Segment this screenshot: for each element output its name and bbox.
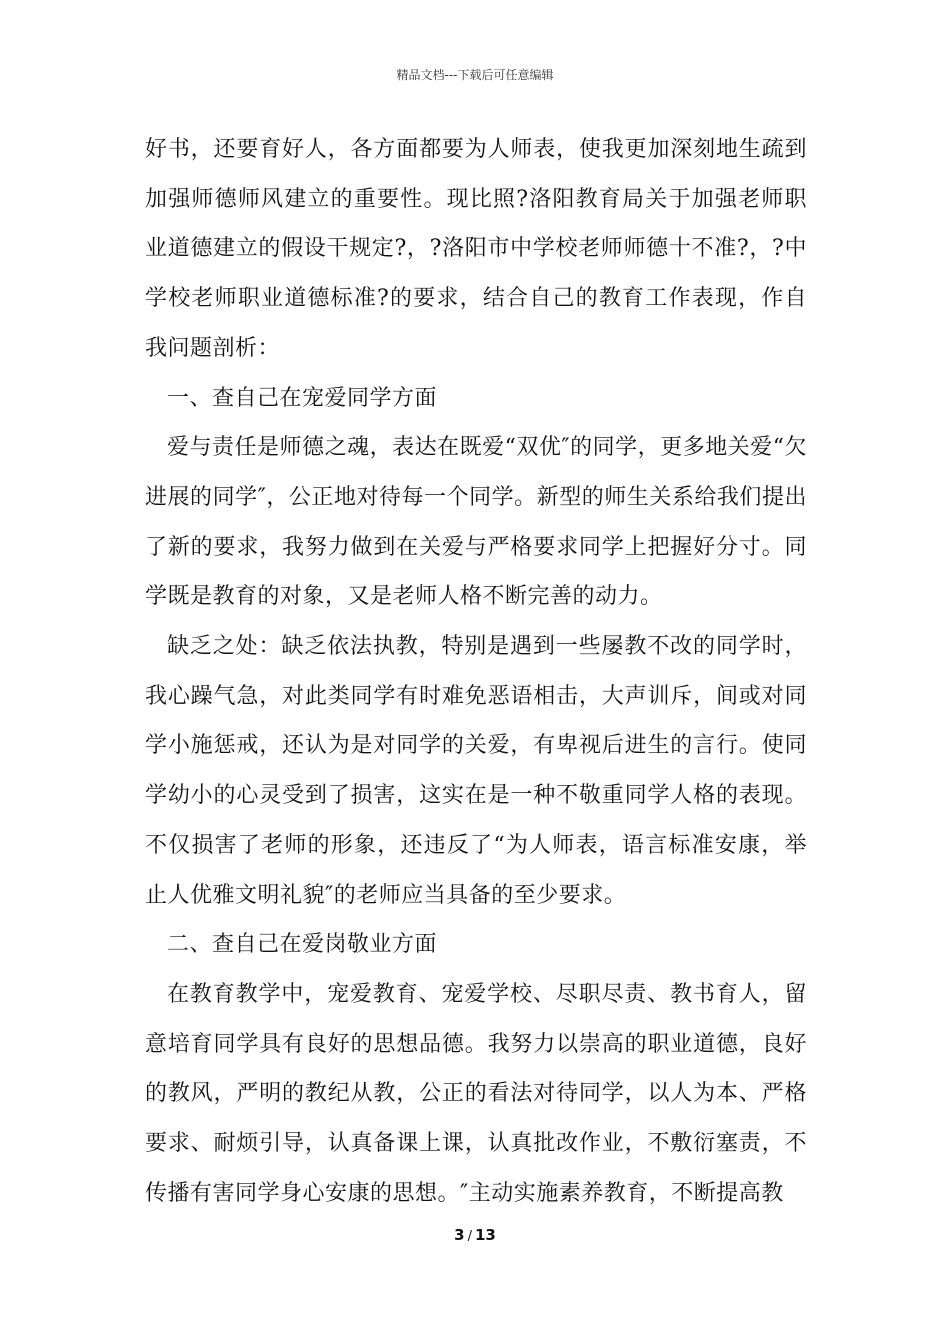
paragraph-3: 缺乏之处：缺乏依法执教，特别是遇到一些屡教不改的同学时，我心躁气急，对此类同学有时难免恶语相击，大声训斥，间或对同学小施惩戒，还认为是对同学的关爱，有卑视后进生的言行。使同学幼小的心灵受到了损害，这实在是一种不敬重同学人格的表现。不仅损害了老师的形象，还违反了“为人师表，语言标准安康，举止人优雅文明礼貌″的老师应当具备的至少要求。: [145, 634, 807, 908]
total-pages: 13: [474, 1226, 496, 1244]
page-number: [0, 1226, 950, 1244]
section-heading-2: 二、查自己在爱岗敬业方面: [167, 932, 438, 958]
document-body: [145, 125, 807, 1218]
page-separator: /: [467, 1229, 472, 1244]
paragraph-2: 爱与责任是师德之魂，表达在既爱“双优″的同学，更多地关爱“欠进展的同学″，公正地对待每一个同学。新型的师生关系给我们提出了新的要求，我努力做到在关爱与严格要求同学上把握好分寸。同学既是教育的对象，又是老师人格不断完善的动力。: [145, 435, 807, 610]
paragraph-4: 在教育教学中，宠爱教育、宠爱学校、尽职尽责、教书育人，留意培育同学具有良好的思想品德。我努力以崇高的职业道德，良好的教风，严明的教纪从教，公正的看法对待同学，以人为本、严格要求、耐烦引导，认真备课上课，认真批改作业，不敷衍塞责，不传播有害同学身心安康的思想。″主动实施素养教育，不断提高教: [145, 981, 807, 1206]
page-header: 精品文档---下载后可任意编辑: [396, 68, 554, 82]
section-heading-1: 一、查自己在宠爱同学方面: [167, 385, 438, 411]
current-page: 3: [454, 1226, 465, 1244]
paragraph-1: 好书，还要育好人，各方面都要为人师表，使我更加深刻地生疏到加强师德师风建立的重要性。现比照?洛阳教育局关于加强老师职业道德建立的假设干规定?，?洛阳市中学校老师师德十不准?，?中学校老师职业道德标准?的要求，结合自己的教育工作表现，作自我问题剖析：: [145, 137, 807, 361]
